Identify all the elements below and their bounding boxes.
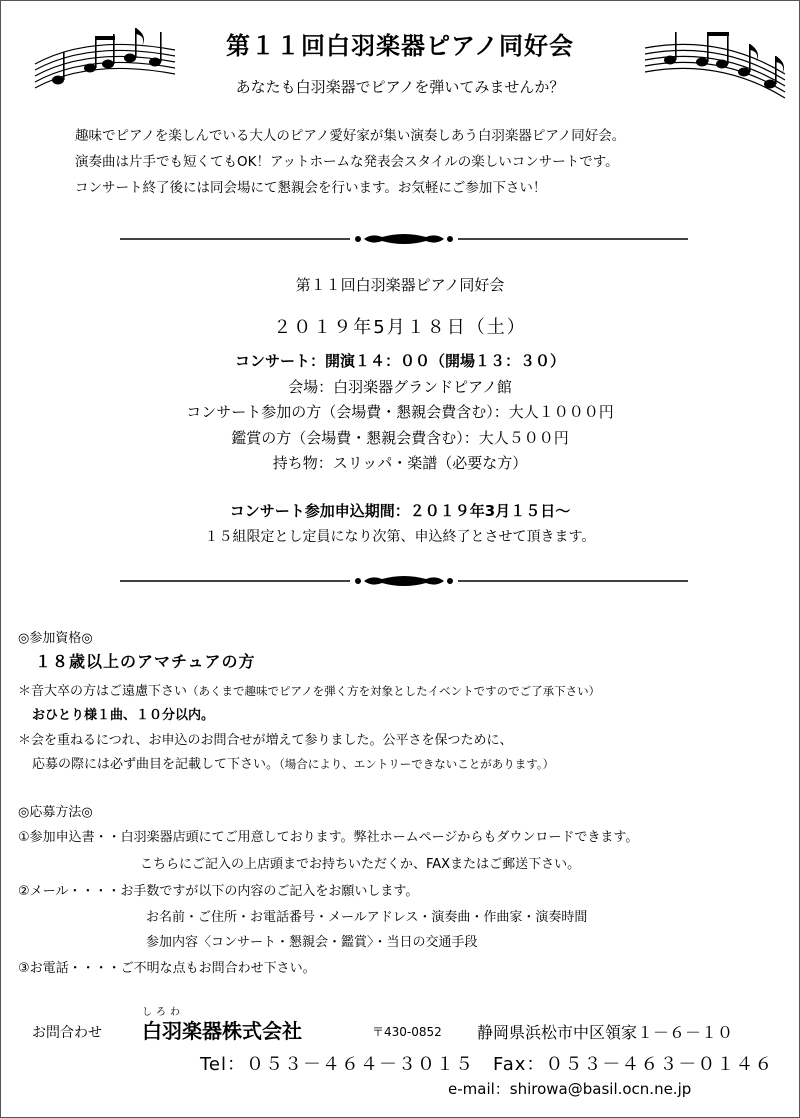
application-method-2-item-2: 参加内容〈コンサート・懇親会・鑑賞〉・当日の交通手段 <box>146 935 478 950</box>
eligibility-heading: ◎参加資格◎ <box>18 631 93 646</box>
ornamental-divider <box>120 571 688 591</box>
eligibility-note-4-sub: （場合により、エントリーできないことがあります。） <box>279 757 555 771</box>
company-name: 白羽楽器株式会社 <box>142 1019 302 1043</box>
email-address[interactable]: e-mail：shirowa@basil.ocn.ne.jp <box>448 1080 692 1098</box>
phone-fax: Tel：０５３－４６４－３０１５ Fax：０５３－４６３－０１４６ <box>200 1054 774 1075</box>
contact-label: お問合わせ <box>32 1025 102 1041</box>
eligibility-main: １８歳以上のアマチュアの方 <box>35 652 256 671</box>
event-fee-participant: コンサート参加の方（会場費・懇親会費含む）：大人１０００円 <box>186 403 614 421</box>
eligibility-note-4-main: 応募の際には必ず曲目を記載して下さい。 <box>32 757 280 772</box>
eligibility-note-1 <box>18 680 600 699</box>
eligibility-note-4 <box>32 753 554 772</box>
company-ruby: しろわ <box>142 1007 184 1018</box>
application-heading: ◎応募方法◎ <box>18 805 93 820</box>
application-method-2: ②メール・・・・お手数ですが以下の内容のご記入をお願いします。 <box>18 884 419 899</box>
event-date: ２０１９年5月１８日（土） <box>273 317 527 338</box>
postal-code: 〒430-0852 <box>372 1025 442 1039</box>
intro-line-3: コンサート終了後には同会場にて懇親会を行います。お気軽にご参加下さい！ <box>75 180 547 196</box>
application-method-2-item-1: お名前・ご住所・お電話番号・メールアドレス・演奏曲・作曲家・演奏時間 <box>146 910 588 925</box>
event-concert-time: コンサート：開演１４：００（開場１３：３０） <box>234 352 565 370</box>
eligibility-note-1-sub: （あくまで趣味でピアノを弾く方を対象としたイベントですのでご了承下さい） <box>187 684 601 698</box>
eligibility-note-2: おひとり様１曲、１０分以内。 <box>32 708 215 723</box>
event-belongings: 持ち物：スリッパ・楽譜（必要な方） <box>272 454 528 472</box>
application-method-3: ③お電話・・・・ご不明な点もお問合わせ下さい。 <box>18 961 316 976</box>
application-method-1-cont: こちらにご記入の上店頭までお持ちいただくか、FAXまたはご郵送下さい。 <box>140 857 581 872</box>
event-title: 第１１回白羽楽器ピアノ同好会 <box>295 276 505 294</box>
event-application-period: コンサート参加申込期間：２０１９年3月１５日～ <box>229 502 571 520</box>
event-fee-audience: 鑑賞の方（会場費・懇親会費含む）：大人５００円 <box>231 429 569 447</box>
event-venue: 会場：白羽楽器グランドピアノ館 <box>288 378 512 396</box>
address: 静岡県浜松市中区領家１－６－１０ <box>477 1023 734 1042</box>
application-method-1: ①参加申込書・・白羽楽器店頭にてご用意しております。弊社ホームページからもダウンロードできます。 <box>18 830 639 845</box>
eligibility-note-3: ＊会を重ねるにつれ、お申込のお問合せが増えて参りました。公平さを保つために、 <box>18 733 513 748</box>
page-title: 第１１回白羽楽器ピアノ同好会 <box>225 32 575 60</box>
ornamental-divider <box>120 229 688 249</box>
page-subtitle: あなたも白羽楽器でピアノを弾いてみませんか？ <box>235 78 565 96</box>
intro-line-1: 趣味でピアノを楽しんでいる大人のピアノ愛好家が集い演奏しあう白羽楽器ピアノ同好会。 <box>75 128 626 144</box>
intro-line-2: 演奏曲は片手でも短くてもOK！アットホームな発表会スタイルの楽しいコンサートです。 <box>75 154 619 170</box>
event-limit-note: １５組限定とし定員になり次第、申込終了とさせて頂きます。 <box>204 529 596 545</box>
eligibility-note-1-main: ＊音大卒の方はご遠慮下さい <box>18 684 188 699</box>
